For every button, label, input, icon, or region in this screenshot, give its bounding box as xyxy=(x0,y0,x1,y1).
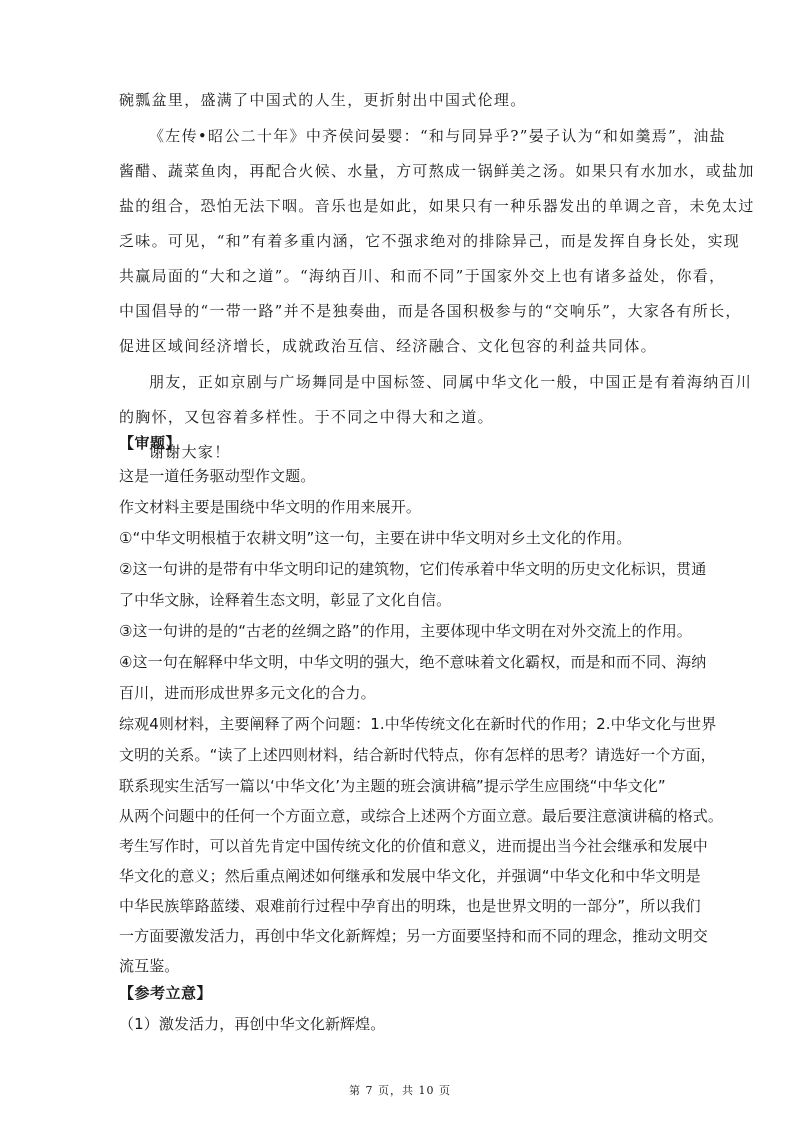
section-heading-cankao: 【参考立意】 xyxy=(119,984,213,1002)
analysis-line: 联系现实生活写一篇以‘中华文化’为主题的班会演讲稿”提示学生应围绕“中华文化” xyxy=(119,777,666,795)
speech-line: 中国倡导的“一带一路”并不是独奏曲，而是各国积极参与的“交响乐”，大家各有所长， xyxy=(119,302,742,320)
speech-line: 共赢局面的“大和之道”。“海纳百川、和而不同”于国家外交上也有诸多益处，你看， xyxy=(119,267,726,285)
page-footer: 第 7 页，共 10 页 xyxy=(349,1084,451,1097)
speech-line: 朋友，正如京剧与广场舞同是中国标签、同属中华文化一般，中国正是有着海纳百川 xyxy=(149,373,753,391)
speech-line: 谢谢大家！ xyxy=(149,443,231,461)
analysis-line: ④这一句在解释中华文明，中华文明的强大，绝不意味着文化霸权，而是和而不同、海纳 xyxy=(119,653,707,671)
speech-line: 酱醋、蔬菜鱼肉，再配合火候、水量，方可熬成一锅鲜美之汤。如果只有水加水，或盐加 xyxy=(119,162,755,180)
analysis-line: 中华民族筚路蓝缕、艰难前行过程中孕育出的明珠，也是世界文明的一部分”，所以我们 xyxy=(119,897,701,915)
speech-line: 促进区域间经济增长，成就政治互信、经济融合、文化包容的利益共同体。 xyxy=(119,337,657,355)
analysis-line: ③这一句讲的是的“古老的丝绸之路”的作用，主要体现中华文明在对外交流上的作用。 xyxy=(119,622,692,640)
analysis-line: ①“中华文明根植于农耕文明”这一句，主要在讲中华文明对乡土文化的作用。 xyxy=(119,529,632,547)
analysis-line: 百川，进而形成世界多元文化的合力。 xyxy=(119,684,376,702)
analysis-line: 综观4则材料，主要阐释了两个问题：1.中华传统文化在新时代的作用；2.中华文化与世界 xyxy=(119,715,717,733)
speech-line: 的胸怀，又包容着多样性。于不同之中得大和之道。 xyxy=(119,408,494,426)
reference-line: （1）激发活力，再创中华文化新辉煌。 xyxy=(119,1015,386,1033)
analysis-line: 这是一道任务驱动型作文题。 xyxy=(119,467,316,485)
analysis-line: 流互鉴。 xyxy=(119,957,180,975)
analysis-line: ②这一句讲的是带有中华文明印记的建筑物，它们传承着中华文明的历史文化标识，贯通 xyxy=(119,560,707,578)
analysis-line: 华文化的意义；然后重点阐述如何继承和发展中华文化，并强调“中华文化和中华文明是 xyxy=(119,867,701,885)
speech-line: 碗瓢盆里，盛满了中国式的人生，更折射出中国式伦理。 xyxy=(119,91,527,109)
speech-line: 乏味。可见，“和”有着多重内涵，它不强求绝对的排除异己，而是发挥自身长处，实现 xyxy=(119,232,741,250)
section-heading-shenti: 【审题】 xyxy=(119,434,182,452)
analysis-line: 作文材料主要是围绕中华文明的作用来展开。 xyxy=(119,498,422,516)
speech-line: 《左传•昭公二十年》中齐侯问晏婴：“和与同异乎?”晏子认为“和如羹焉”，油盐 xyxy=(149,127,726,145)
analysis-line: 考生写作时，可以首先肯定中国传统文化的价值和意义，进而提出当今社会继承和发展中 xyxy=(119,837,708,855)
analysis-line: 一方面要激发活力，再创中华文化新辉煌；另一方面要坚持和而不同的理念，推动文明交 xyxy=(119,927,708,945)
analysis-line: 从两个问题中的任何一个方面立意，或综合上述两个方面立意。最后要注意演讲稿的格式。 xyxy=(119,807,724,825)
analysis-line: 了中华文脉，诠释着生态文明，彰显了文化自信。 xyxy=(119,591,452,609)
speech-line: 盐的组合，恐怕无法下咽。音乐也是如此，如果只有一种乐器发出的单调之音，未免太过 xyxy=(119,197,755,215)
analysis-line: 文明的关系。“读了上述四则材料，结合新时代特点，你有怎样的思考？请选好一个方面， xyxy=(119,746,716,764)
